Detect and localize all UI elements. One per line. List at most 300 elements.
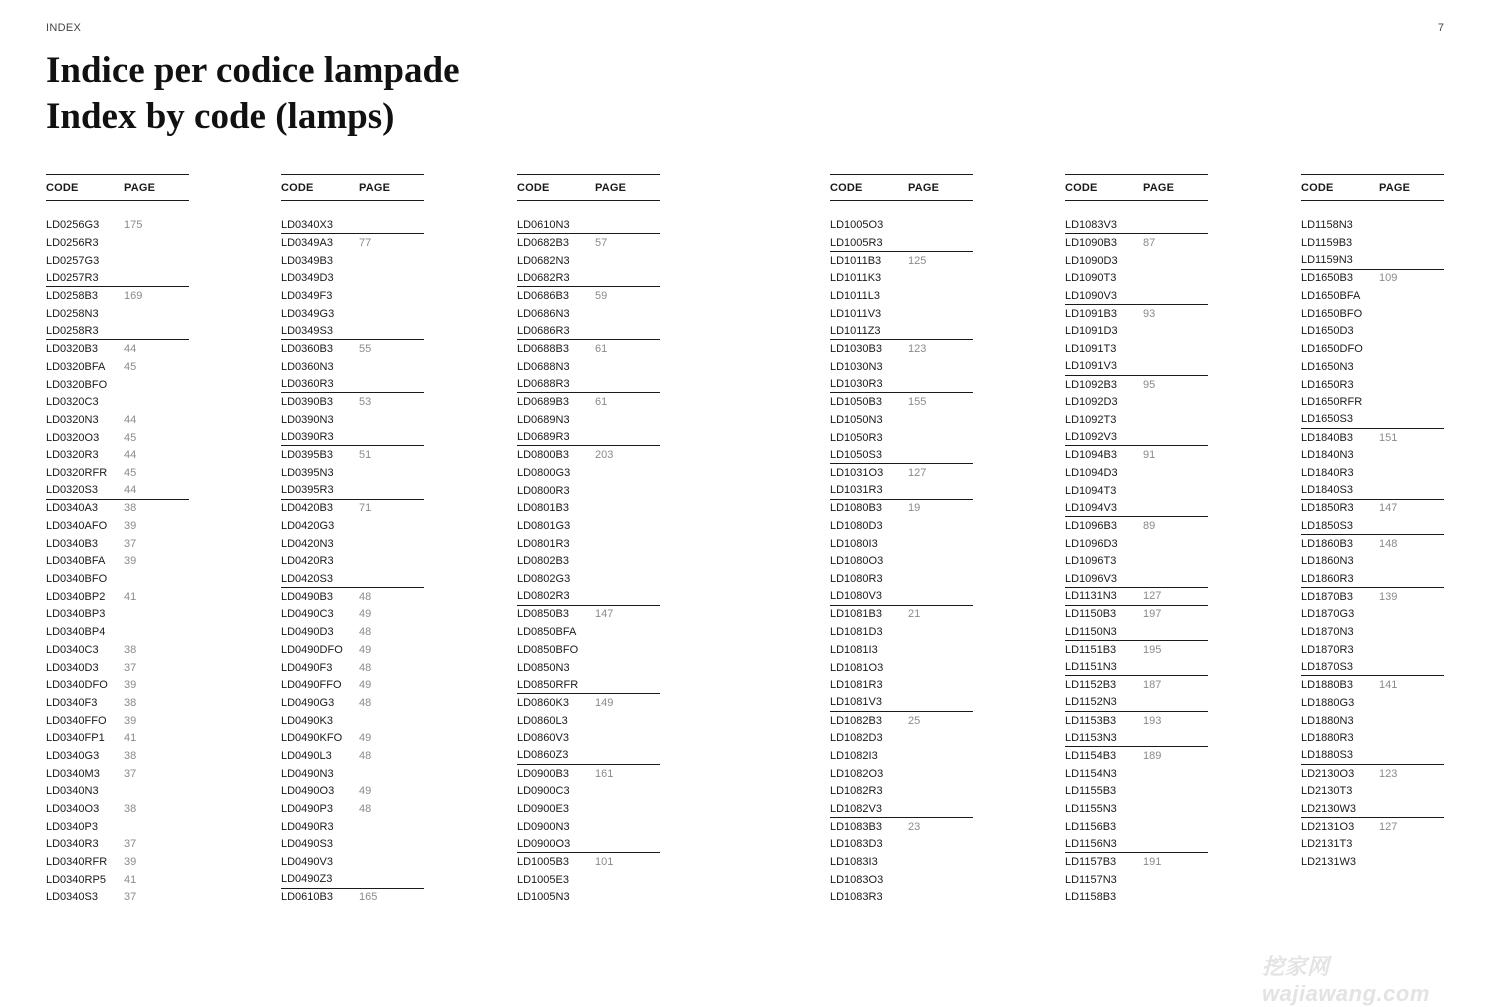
- lamp-code: LD1080D3: [830, 520, 883, 533]
- index-rows: [517, 217, 660, 907]
- index-row: [1301, 747, 1444, 765]
- lamp-code: LD1155B3: [1065, 785, 1117, 798]
- lamp-code: LD1011L3: [830, 290, 880, 303]
- index-row: [281, 747, 424, 765]
- lamp-code: LD0490B3: [281, 590, 333, 603]
- lamp-code: LD0320BFA: [46, 360, 106, 373]
- lamp-code: LD1082I3: [830, 749, 878, 762]
- index-row: [1065, 553, 1208, 571]
- lamp-code: LD2131W3: [1301, 856, 1357, 869]
- lamp-code: LD0860V3: [517, 732, 569, 745]
- index-row: [1301, 800, 1444, 818]
- page-reference: 109: [1379, 272, 1398, 285]
- lamp-code: LD0340F3: [46, 696, 98, 709]
- lamp-code: LD0850BFO: [517, 643, 579, 656]
- index-row: [517, 800, 660, 818]
- index-row: [1301, 553, 1444, 571]
- lamp-code: LD1650RFR: [1301, 396, 1363, 409]
- lamp-code: LD0320B3: [46, 343, 98, 356]
- index-row: [46, 305, 189, 323]
- lamp-code: LD1080R3: [830, 573, 883, 586]
- lamp-code: LD0900O3: [517, 837, 571, 850]
- index-row: [1065, 588, 1208, 606]
- page-reference: 41: [124, 590, 137, 603]
- lamp-code: LD1050R3: [830, 431, 883, 444]
- lamp-code: LD0390B3: [281, 396, 333, 409]
- page-reference: 39: [124, 714, 137, 727]
- index-row: [1065, 747, 1208, 765]
- lamp-code: LD0800B3: [517, 449, 569, 462]
- lamp-code: LD0490K3: [281, 714, 333, 727]
- index-row: [1065, 800, 1208, 818]
- index-row: [1301, 694, 1444, 712]
- lamp-code: LD0340A3: [46, 502, 98, 515]
- lamp-code: LD1030R3: [830, 378, 883, 391]
- index-column: [517, 174, 660, 906]
- page-reference: 48: [359, 749, 372, 762]
- lamp-code: LD1011Z3: [830, 324, 881, 337]
- lamp-code: LD1092D3: [1065, 396, 1118, 409]
- lamp-code: LD0340RFR: [46, 856, 108, 869]
- index-row: [517, 853, 660, 871]
- index-row: [830, 340, 973, 358]
- index-row: [517, 889, 660, 907]
- index-row: [830, 376, 973, 394]
- lamp-code: LD1155N3: [1065, 803, 1117, 816]
- column-header-code: CODE: [46, 181, 79, 194]
- index-row: [1065, 464, 1208, 482]
- page-reference: 45: [124, 466, 137, 479]
- index-row: [1301, 783, 1444, 801]
- index-row: [830, 800, 973, 818]
- index-row: [281, 429, 424, 447]
- index-row: [46, 393, 189, 411]
- index-row: [1065, 323, 1208, 341]
- page-reference: 49: [359, 785, 372, 798]
- lamp-code: LD0340RP5: [46, 873, 106, 886]
- lamp-code: LD0801R3: [517, 537, 570, 550]
- lamp-code: LD0360B3: [281, 343, 333, 356]
- lamp-code: LD0258R3: [46, 324, 99, 337]
- lamp-code: LD2131T3: [1301, 838, 1353, 851]
- lamp-code: LD1650S3: [1301, 413, 1353, 426]
- page-reference: 48: [359, 696, 372, 709]
- index-row: [281, 500, 424, 518]
- index-row: [46, 836, 189, 854]
- index-row: [46, 287, 189, 305]
- page-reference: 147: [1379, 502, 1398, 515]
- index-row: [1301, 659, 1444, 677]
- lamp-code: LD0688R3: [517, 378, 570, 391]
- index-row: [1301, 411, 1444, 429]
- lamp-code: LD1870S3: [1301, 661, 1353, 674]
- index-row: [1301, 393, 1444, 411]
- lamp-code: LD0320S3: [46, 484, 98, 497]
- lamp-code: LD2130T3: [1301, 785, 1353, 798]
- lamp-code: LD1880S3: [1301, 749, 1353, 762]
- page-reference: 148: [1379, 537, 1398, 550]
- lamp-code: LD0490L3: [281, 749, 332, 762]
- page-reference: 175: [124, 219, 143, 232]
- index-row: [281, 252, 424, 270]
- lamp-code: LD1005O3: [830, 219, 884, 232]
- index-rows: [830, 217, 973, 907]
- index-row: [517, 287, 660, 305]
- index-row: [1301, 712, 1444, 730]
- index-row: [1301, 517, 1444, 535]
- index-row: [281, 659, 424, 677]
- lamp-code: LD1011V3: [830, 307, 882, 320]
- page-reference: 189: [1143, 749, 1162, 762]
- lamp-code: LD1050N3: [830, 413, 883, 426]
- page-reference: 191: [1143, 856, 1162, 869]
- index-row: [1301, 376, 1444, 394]
- lamp-code: LD0420R3: [281, 555, 334, 568]
- index-row: [1065, 853, 1208, 871]
- index-row: [1065, 570, 1208, 588]
- lamp-code: LD0490F3: [281, 661, 333, 674]
- index-row: [46, 588, 189, 606]
- lamp-code: LD1005B3: [517, 856, 569, 869]
- lamp-code: LD0360N3: [281, 360, 334, 373]
- index-row: [830, 694, 973, 712]
- page-reference: 38: [124, 749, 137, 762]
- lamp-code: LD0349D3: [281, 272, 334, 285]
- page-reference: 39: [124, 856, 137, 869]
- index-row: [281, 606, 424, 624]
- page-reference: 149: [595, 696, 614, 709]
- lamp-code: LD1152N3: [1065, 696, 1117, 709]
- lamp-code: LD1151B3: [1065, 643, 1117, 656]
- index-row: [1065, 287, 1208, 305]
- index-row: [1301, 446, 1444, 464]
- lamp-code: LD1030B3: [830, 343, 882, 356]
- index-row: [1065, 836, 1208, 854]
- page-reference: 123: [1379, 767, 1398, 780]
- lamp-code: LD1154N3: [1065, 767, 1117, 780]
- index-row: [281, 464, 424, 482]
- lamp-code: LD0490Z3: [281, 873, 333, 886]
- lamp-code: LD1880N3: [1301, 714, 1354, 727]
- page-reference: 71: [359, 502, 372, 515]
- index-row: [517, 393, 660, 411]
- index-row: [1301, 588, 1444, 606]
- lamp-code: LD0340G3: [46, 749, 100, 762]
- page-reference: 165: [359, 891, 378, 904]
- page-reference: 61: [595, 343, 608, 356]
- lamp-code: LD0340X3: [281, 218, 333, 231]
- lamp-code: LD1083B3: [830, 820, 882, 833]
- page-reference: 49: [359, 679, 372, 692]
- index-row: [46, 712, 189, 730]
- lamp-code: LD1158B3: [1065, 891, 1117, 904]
- index-row: [517, 535, 660, 553]
- index-row: [1065, 694, 1208, 712]
- page-reference: 139: [1379, 590, 1398, 603]
- lamp-code: LD0490O3: [281, 785, 335, 798]
- lamp-code: LD0256R3: [46, 237, 99, 250]
- index-row: [281, 729, 424, 747]
- index-row: [281, 712, 424, 730]
- lamp-code: LD1030N3: [830, 360, 883, 373]
- index-row: [830, 535, 973, 553]
- index-row: [1065, 606, 1208, 624]
- index-row: [1065, 871, 1208, 889]
- page-reference: 39: [124, 520, 137, 533]
- lamp-code: LD1082R3: [830, 785, 883, 798]
- column-header-page: PAGE: [1379, 181, 1411, 194]
- index-row: [830, 889, 973, 907]
- index-row: [46, 694, 189, 712]
- index-row: [281, 765, 424, 783]
- index-row: [517, 500, 660, 518]
- lamp-code: LD0320N3: [46, 413, 99, 426]
- lamp-code: LD0689R3: [517, 431, 570, 444]
- index-row: [830, 464, 973, 482]
- lamp-code: LD0686N3: [517, 307, 570, 320]
- index-row: [281, 340, 424, 358]
- page-reference: 53: [359, 396, 372, 409]
- page-reference: 127: [1379, 820, 1398, 833]
- lamp-code: LD1880B3: [1301, 679, 1353, 692]
- lamp-code: LD1005E3: [517, 873, 569, 886]
- lamp-code: LD0320RFR: [46, 466, 108, 479]
- lamp-code: LD0258N3: [46, 307, 99, 320]
- lamp-code: LD0490G3: [281, 696, 335, 709]
- index-row: [46, 500, 189, 518]
- index-row: [281, 853, 424, 871]
- index-row: [281, 270, 424, 288]
- page-reference: 41: [124, 873, 137, 886]
- lamp-code: LD1081R3: [830, 679, 883, 692]
- page-reference: 155: [908, 396, 927, 409]
- index-row: [281, 623, 424, 641]
- page-reference: 37: [124, 767, 137, 780]
- index-row: [46, 376, 189, 394]
- lamp-code: LD1081I3: [830, 643, 878, 656]
- watermark: 挖家网 wajiawang.com: [1262, 954, 1430, 1006]
- section-label: INDEX: [46, 22, 82, 34]
- lamp-code: LD0340FP1: [46, 732, 105, 745]
- lamp-code: LD1156N3: [1065, 837, 1117, 850]
- lamp-code: LD1650DFO: [1301, 343, 1363, 356]
- lamp-code: LD0850B3: [517, 608, 569, 621]
- page-reference: 147: [595, 608, 614, 621]
- lamp-code: LD0395R3: [281, 484, 334, 497]
- lamp-code: LD1096D3: [1065, 537, 1118, 550]
- lamp-code: LD0340D3: [46, 661, 99, 674]
- page-reference: 57: [595, 237, 608, 250]
- lamp-code: LD1083I3: [830, 856, 878, 869]
- index-row: [830, 270, 973, 288]
- page-reference: 193: [1143, 714, 1162, 727]
- index-column: [46, 174, 189, 906]
- index-row: [46, 800, 189, 818]
- index-row: [46, 747, 189, 765]
- page-reference: 38: [124, 502, 137, 515]
- page-reference: 87: [1143, 237, 1156, 250]
- lamp-code: LD0340BFO: [46, 573, 108, 586]
- index-row: [517, 570, 660, 588]
- lamp-code: LD0802B3: [517, 555, 569, 568]
- index-row: [1301, 535, 1444, 553]
- index-row: [830, 429, 973, 447]
- index-row: [830, 252, 973, 270]
- index-row: [1301, 234, 1444, 252]
- index-row: [517, 712, 660, 730]
- index-row: [517, 676, 660, 694]
- lamp-code: LD0349S3: [281, 324, 333, 337]
- index-rows: [1301, 217, 1444, 871]
- index-row: [1301, 217, 1444, 235]
- index-row: [830, 765, 973, 783]
- index-row: [1301, 287, 1444, 305]
- index-row: [517, 623, 660, 641]
- lamp-code: LD1850R3: [1301, 502, 1354, 515]
- lamp-code: LD0320R3: [46, 449, 99, 462]
- index-rows: [1065, 217, 1208, 907]
- lamp-code: LD1050B3: [830, 396, 882, 409]
- index-row: [830, 305, 973, 323]
- index-row: [46, 783, 189, 801]
- page-reference: 37: [124, 891, 137, 904]
- index-row: [1301, 482, 1444, 500]
- page-reference: 23: [908, 820, 921, 833]
- lamp-code: LD1650R3: [1301, 378, 1354, 391]
- lamp-code: LD1650B3: [1301, 272, 1353, 285]
- index-row: [46, 429, 189, 447]
- lamp-code: LD0850BFA: [517, 626, 577, 639]
- index-row: [46, 765, 189, 783]
- page-reference: 161: [595, 767, 614, 780]
- index-column: [1065, 174, 1208, 906]
- lamp-code: LD1880R3: [1301, 732, 1354, 745]
- page-reference: 77: [359, 237, 372, 250]
- page-reference: 45: [124, 431, 137, 444]
- index-row: [281, 482, 424, 500]
- index-row: [281, 641, 424, 659]
- lamp-code: LD1090T3: [1065, 272, 1117, 285]
- page-reference: 49: [359, 732, 372, 745]
- lamp-code: LD0349G3: [281, 307, 335, 320]
- index-row: [517, 836, 660, 854]
- index-row: [46, 270, 189, 288]
- lamp-code: LD0800G3: [517, 466, 571, 479]
- index-row: [46, 517, 189, 535]
- page-reference: 38: [124, 643, 137, 656]
- lamp-code: LD0686R3: [517, 324, 570, 337]
- index-row: [830, 411, 973, 429]
- column-header-code: CODE: [517, 181, 550, 194]
- lamp-code: LD2131O3: [1301, 820, 1355, 833]
- lamp-code: LD1081B3: [830, 608, 882, 621]
- lamp-code: LD1096B3: [1065, 520, 1117, 533]
- index-row: [1065, 305, 1208, 323]
- lamp-code: LD1082B3: [830, 714, 882, 727]
- lamp-code: LD0682N3: [517, 254, 570, 267]
- lamp-code: LD1153B3: [1065, 714, 1117, 727]
- page-reference: 101: [595, 856, 614, 869]
- index-column: [1301, 174, 1444, 871]
- lamp-code: LD0610N3: [517, 218, 570, 231]
- lamp-code: LD0340M3: [46, 767, 100, 780]
- lamp-code: LD1090B3: [1065, 237, 1117, 250]
- column-header-code: CODE: [1065, 181, 1098, 194]
- index-row: [830, 747, 973, 765]
- index-row: [1065, 818, 1208, 836]
- lamp-code: LD1840S3: [1301, 484, 1353, 497]
- index-row: [46, 411, 189, 429]
- index-row: [517, 641, 660, 659]
- index-row: [281, 889, 424, 907]
- lamp-code: LD1131N3: [1065, 590, 1117, 603]
- index-row: [830, 783, 973, 801]
- index-row: [1301, 305, 1444, 323]
- index-row: [830, 570, 973, 588]
- page-reference: 44: [124, 449, 137, 462]
- index-row: [1065, 641, 1208, 659]
- lamp-code: LD1081V3: [830, 696, 882, 709]
- column-header: [830, 174, 973, 201]
- lamp-code: LD0490C3: [281, 608, 334, 621]
- index-row: [46, 871, 189, 889]
- index-row: [517, 340, 660, 358]
- lamp-code: LD0490DFO: [281, 643, 343, 656]
- lamp-code: LD1082D3: [830, 732, 883, 745]
- index-row: [517, 305, 660, 323]
- page-reference: 44: [124, 484, 137, 497]
- column-header-page: PAGE: [359, 181, 391, 194]
- lamp-code: LD0689B3: [517, 396, 569, 409]
- index-row: [830, 393, 973, 411]
- column-header: [46, 174, 189, 201]
- page-reference: 95: [1143, 378, 1156, 391]
- index-row: [830, 517, 973, 535]
- lamp-code: LD1083R3: [830, 891, 883, 904]
- index-row: [517, 588, 660, 606]
- index-row: [830, 871, 973, 889]
- index-row: [1301, 340, 1444, 358]
- index-row: [517, 871, 660, 889]
- page-title-english: Index by code (lamps): [46, 96, 395, 137]
- index-row: [1065, 500, 1208, 518]
- lamp-code: LD1096T3: [1065, 555, 1117, 568]
- lamp-code: LD0860K3: [517, 696, 569, 709]
- index-row: [281, 535, 424, 553]
- index-row: [46, 252, 189, 270]
- index-row: [1301, 270, 1444, 288]
- index-row: [1065, 623, 1208, 641]
- index-row: [517, 429, 660, 447]
- lamp-code: LD1840N3: [1301, 449, 1354, 462]
- index-row: [517, 729, 660, 747]
- lamp-code: LD1080O3: [830, 555, 884, 568]
- index-row: [830, 836, 973, 854]
- column-header-code: CODE: [281, 181, 314, 194]
- index-row: [830, 323, 973, 341]
- index-row: [1065, 676, 1208, 694]
- index-row: [830, 500, 973, 518]
- lamp-code: LD1152B3: [1065, 679, 1117, 692]
- lamp-code: LD1156B3: [1065, 820, 1117, 833]
- lamp-code: LD1083O3: [830, 873, 884, 886]
- lamp-code: LD0801B3: [517, 502, 569, 515]
- index-row: [46, 623, 189, 641]
- index-row: [1065, 217, 1208, 235]
- lamp-code: LD0340N3: [46, 785, 99, 798]
- lamp-code: LD0800R3: [517, 484, 570, 497]
- page-reference: 195: [1143, 643, 1162, 656]
